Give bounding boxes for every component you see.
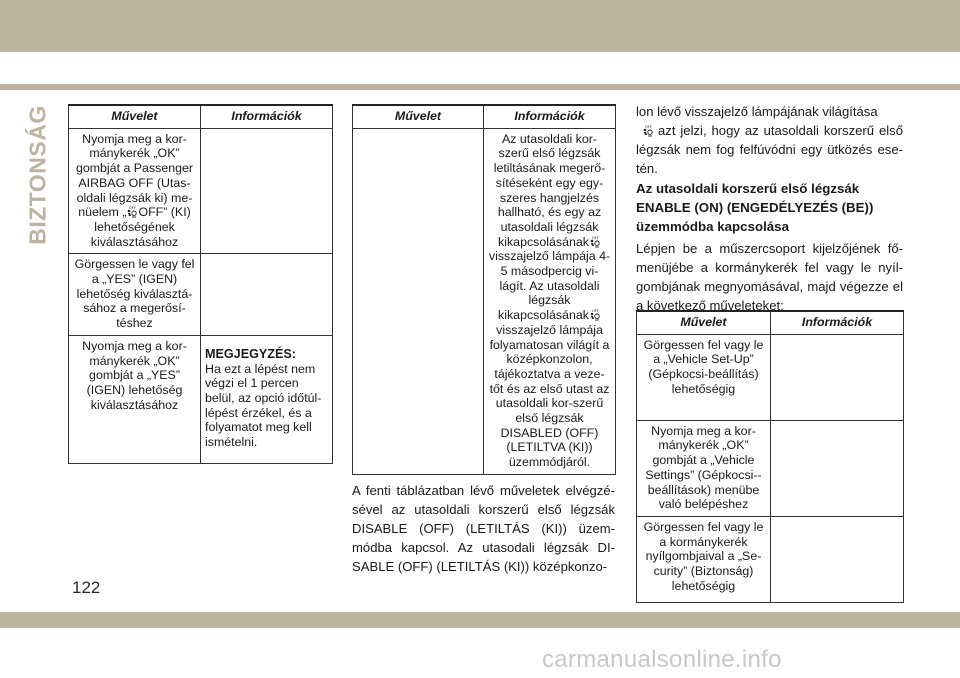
info-cell <box>201 128 333 254</box>
page-number: 122 <box>72 578 101 597</box>
paragraph-indicator: lon lévő visszajelző lámpájának világítása OFF azt jelzi, hogy az utasoldali korszerű első légzsák nem fog felfúvódni egy ütközés ese-tén. <box>636 104 903 176</box>
info-cell <box>771 420 904 516</box>
note-text: Ha ezt a lépést nem végzi el 1 percen belül, az opció időtúl-lépést érzékel, és a folyamatot meg kell ismételni. <box>205 361 322 450</box>
svg-text:OFF: OFF <box>645 125 652 129</box>
section-side-label-text: BIZTONSÁG <box>24 105 51 245</box>
table-row <box>69 128 333 254</box>
info-cell <box>201 335 333 463</box>
info-cell <box>771 516 904 602</box>
operations-table-1 <box>68 104 333 464</box>
col-header-action: Művelet <box>637 311 771 334</box>
passenger-airbag-off-icon <box>589 308 601 321</box>
section-heading: Az utasoldali korszerű első légzsák ENABLE (ON) (ENGEDÉLYEZÉS (BE)) üzemmódba kapcsolása <box>636 181 874 234</box>
passenger-airbag-off-icon <box>589 235 601 248</box>
table-row <box>637 420 904 516</box>
top-band <box>0 0 960 52</box>
table-row <box>69 335 333 463</box>
watermark: carmanualsonline.info <box>542 646 782 673</box>
col-header-info: Információk <box>484 105 616 128</box>
operations-table-2 <box>352 104 616 475</box>
table-row <box>353 128 616 474</box>
passenger-airbag-off-icon <box>642 124 654 137</box>
col-header-info: Információk <box>771 311 904 334</box>
svg-text:OFF: OFF <box>591 309 599 314</box>
top-rule <box>0 84 960 90</box>
action-cell: Görgessen fel vagy le a „Vehicle Set-Up” (Gépkocsi-beállítás) lehetőségig <box>637 334 771 420</box>
paragraph-disable-result: A fenti táblázatban lévő műveletek elvégzé-sével az utasoldali korszerű első légzsák DISABLE (OFF) (LETILTÁS (KI)) üzem-módba kapcsol. Az utasodali légzsák DI-SABLE (OFF) (LETILTÁS (KI)) középkonzo- <box>352 483 615 574</box>
col-header-action: Művelet <box>69 105 201 128</box>
action-cell: Nyomja meg a kor-mánykerék „OK” gombját a „YES” (IGEN) lehetőség kiválasztásához <box>69 335 201 463</box>
action-cell <box>353 128 484 474</box>
table-row <box>69 254 333 336</box>
col-header-info: Információk <box>201 105 333 128</box>
info-cell: Az utasoldali kor-szerű első légzsák letiltásának megerő-sítéseként egy egy-szeres hangjelzés hallható, és egy az utasoldali légzsák kikapcsolásának OFF visszajelző lámpája 4-5 másodpercig vi-lágít. Az utasoldali légzsák kikapcsolásának OFF visszajelző lámpája folyamatosan világít a középkonzolon, tájékoztatva a veze-tőt és az első utast az utasoldali kor-szerű első légzsák DISABLED (OFF) (LETILTVA (KI)) üzemmódjáról. <box>484 128 616 474</box>
paragraph-instructions: Lépjen be a műszercsoport kijelzőjének fő-menüjébe a kormánykerék fel vagy le nyíl-gombjának megnyomásával, majd végezze el a következő műveleteket: <box>636 241 903 313</box>
operations-table-3 <box>636 310 904 603</box>
bottom-band <box>0 612 960 628</box>
action-cell: Görgessen le vagy fel a „YES” (IGEN) lehetőség kiválasztá-sához a megerősí-téshez <box>69 254 201 336</box>
info-cell <box>201 254 333 336</box>
col-header-action: Művelet <box>353 105 484 128</box>
table-row <box>637 334 904 420</box>
note-title: MEGJEGYZÉS: <box>205 346 296 361</box>
svg-text:OFF: OFF <box>591 235 599 240</box>
section-side-label <box>26 100 50 250</box>
info-cell <box>771 334 904 420</box>
svg-text:OFF: OFF <box>129 206 137 211</box>
action-cell: Görgessen fel vagy le a kormánykerék nyílgombjaival a „Se-curity” (Biztonság) lehetőségig <box>637 516 771 602</box>
table-row <box>637 516 904 602</box>
action-cell: Nyomja meg a kor-mánykerék „OK” gombját a Passenger AIRBAG OFF (Utas-oldali légzsák ki) me-nüelem „ OFF OFF” (KI) lehetőségének kiválasztásához <box>69 128 201 254</box>
action-cell: Nyomja meg a kor-mánykerék „OK” gombját a „Vehicle Settings” (Gépkocsi--beállítások) menübe való belépéshez <box>637 420 771 516</box>
passenger-airbag-off-icon <box>126 205 138 218</box>
